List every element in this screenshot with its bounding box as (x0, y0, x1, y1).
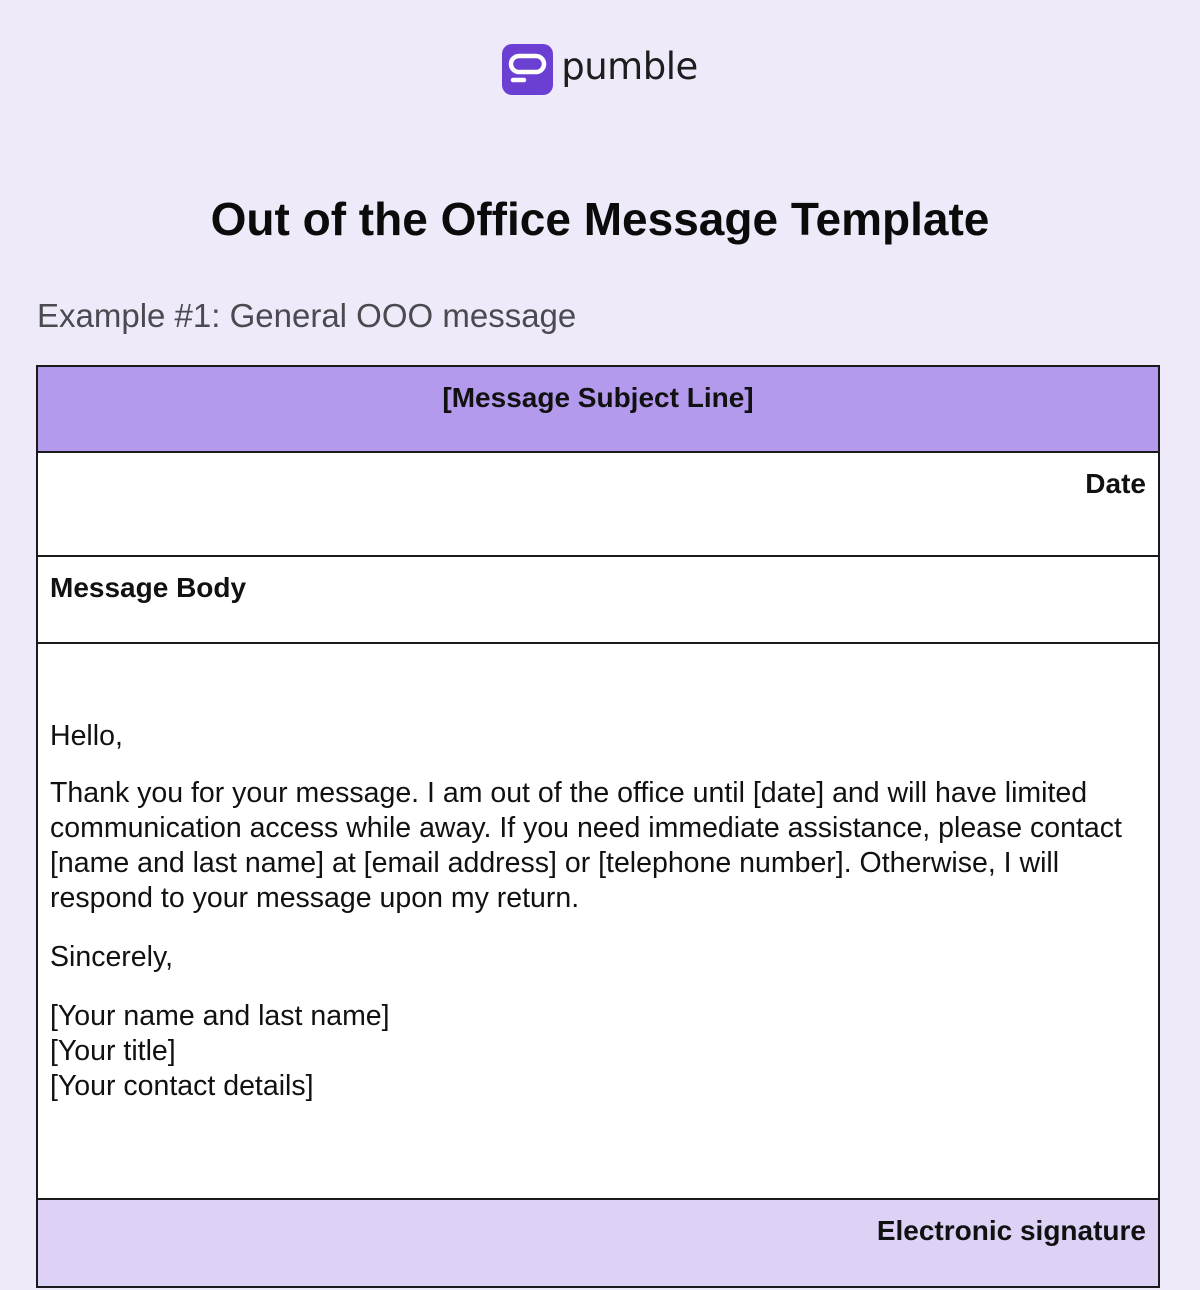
body-closing: Sincerely, (50, 941, 174, 973)
subject-line-row (38, 367, 1158, 453)
body-paragraph: Thank you for your message. I am out of the office until [date] and will have limited communication access while away. If you need immediate assistance, please contact [name and last name] at [email address] or [telephone number]. Otherwise, I will respond to your message upon my return. (50, 777, 1122, 914)
electronic-signature-label: Electronic signature (876, 1215, 1146, 1246)
brand-name: pumble (561, 44, 698, 88)
date-label: Date (1085, 468, 1146, 499)
body-greeting: Hello, (50, 720, 123, 752)
message-template-table (36, 365, 1160, 1288)
signature-name-line: [Your name and last name] (50, 1000, 390, 1032)
date-row (38, 453, 1158, 557)
brand-lockup (502, 44, 698, 95)
example-label: Example #1: General OOO message (37, 297, 577, 334)
signature-contact-line: [Your contact details] (50, 1070, 314, 1102)
subject-line-label: [Message Subject Line] (442, 382, 754, 413)
message-body-label: Message Body (50, 572, 247, 603)
signature-block (50, 999, 1146, 1104)
signature-title-line: [Your title] (50, 1035, 176, 1067)
message-body-heading-row (38, 557, 1158, 644)
message-body-row (38, 644, 1158, 1200)
page-title: Out of the Office Message Template (210, 193, 990, 245)
pumble-logo-icon (502, 44, 553, 95)
electronic-signature-row (38, 1200, 1158, 1286)
brand-header (0, 43, 1200, 95)
